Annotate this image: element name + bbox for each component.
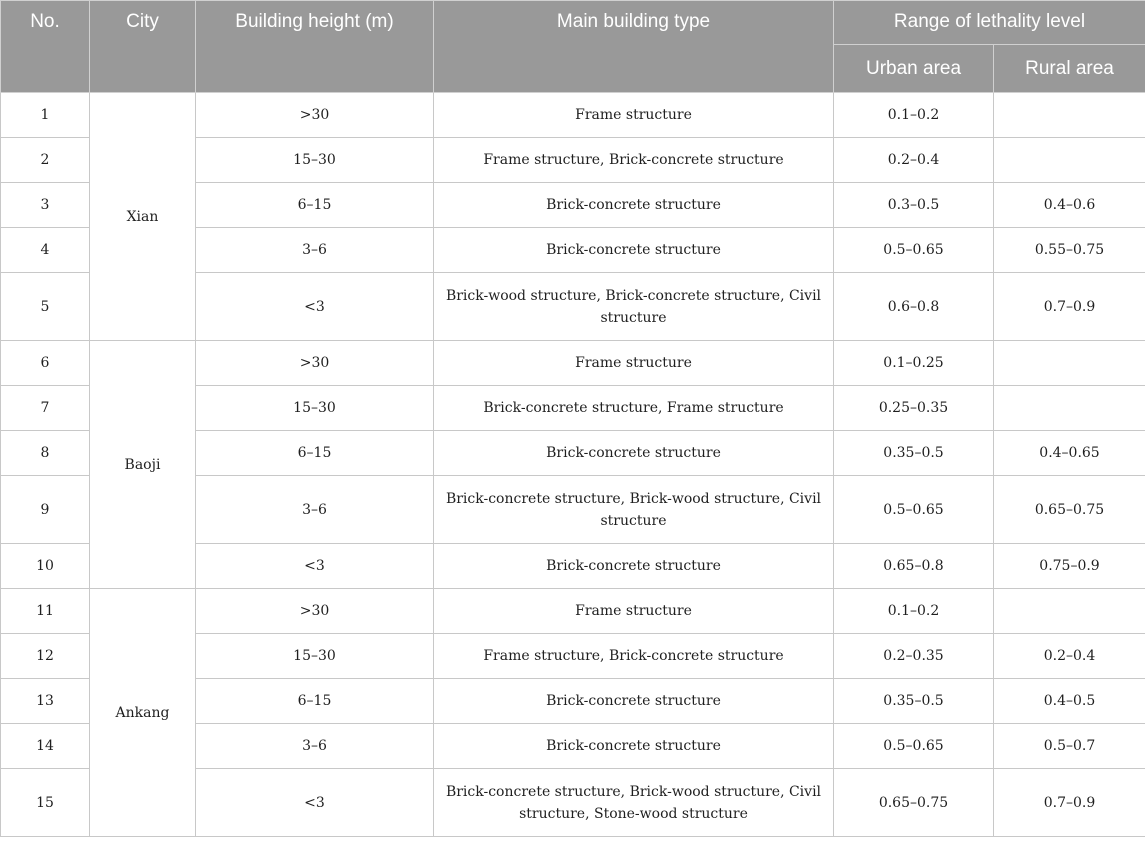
cell-urban-area: 0.5–0.65	[834, 228, 994, 273]
cell-rural-area	[994, 341, 1145, 386]
cell-building-type: Brick-concrete structure	[434, 431, 834, 476]
header-city: City	[90, 1, 196, 93]
cell-building-height: 3–6	[196, 228, 434, 273]
cell-no: 15	[1, 769, 90, 837]
cell-building-height: >30	[196, 589, 434, 634]
cell-urban-area: 0.3–0.5	[834, 183, 994, 228]
cell-building-type: Brick-concrete structure	[434, 544, 834, 589]
cell-no: 6	[1, 341, 90, 386]
cell-building-height: <3	[196, 273, 434, 341]
header-urban-area: Urban area	[834, 45, 994, 93]
cell-rural-area: 0.75–0.9	[994, 544, 1145, 589]
cell-building-type: Frame structure, Brick-concrete structure	[434, 634, 834, 679]
cell-building-height: >30	[196, 341, 434, 386]
cell-building-height: 15–30	[196, 634, 434, 679]
cell-building-height: 6–15	[196, 679, 434, 724]
cell-urban-area: 0.6–0.8	[834, 273, 994, 341]
cell-city: Baoji	[90, 341, 196, 589]
cell-rural-area: 0.4–0.65	[994, 431, 1145, 476]
cell-building-type: Brick-concrete structure	[434, 724, 834, 769]
cell-no: 3	[1, 183, 90, 228]
cell-rural-area: 0.7–0.9	[994, 273, 1145, 341]
cell-building-height: <3	[196, 769, 434, 837]
cell-no: 11	[1, 589, 90, 634]
cell-no: 7	[1, 386, 90, 431]
cell-urban-area: 0.1–0.2	[834, 93, 994, 138]
header-rural-area: Rural area	[994, 45, 1145, 93]
header-building-height: Building height (m)	[196, 1, 434, 93]
cell-no: 5	[1, 273, 90, 341]
cell-building-type: Brick-concrete structure, Brick-wood structure, Civil structure	[434, 476, 834, 544]
cell-urban-area: 0.65–0.8	[834, 544, 994, 589]
cell-building-type: Frame structure	[434, 93, 834, 138]
cell-building-height: 3–6	[196, 724, 434, 769]
cell-urban-area: 0.2–0.4	[834, 138, 994, 183]
cell-building-type: Frame structure	[434, 341, 834, 386]
cell-urban-area: 0.25–0.35	[834, 386, 994, 431]
cell-rural-area: 0.4–0.5	[994, 679, 1145, 724]
cell-building-type: Brick-concrete structure, Brick-wood structure, Civil structure, Stone-wood structure	[434, 769, 834, 837]
header-range-of-lethality: Range of lethality level	[834, 1, 1145, 45]
cell-urban-area: 0.1–0.25	[834, 341, 994, 386]
cell-rural-area	[994, 138, 1145, 183]
cell-no: 14	[1, 724, 90, 769]
cell-building-type: Brick-concrete structure, Frame structure	[434, 386, 834, 431]
cell-building-height: 15–30	[196, 386, 434, 431]
cell-urban-area: 0.5–0.65	[834, 724, 994, 769]
cell-city: Xian	[90, 93, 196, 341]
cell-building-type: Brick-concrete structure	[434, 228, 834, 273]
cell-no: 9	[1, 476, 90, 544]
cell-building-height: >30	[196, 93, 434, 138]
cell-rural-area: 0.2–0.4	[994, 634, 1145, 679]
cell-no: 13	[1, 679, 90, 724]
header-main-building-type: Main building type	[434, 1, 834, 93]
cell-building-height: 6–15	[196, 431, 434, 476]
cell-building-type: Brick-wood structure, Brick-concrete structure, Civil structure	[434, 273, 834, 341]
table-row	[1, 93, 1145, 138]
cell-rural-area	[994, 93, 1145, 138]
cell-rural-area: 0.55–0.75	[994, 228, 1145, 273]
cell-rural-area: 0.7–0.9	[994, 769, 1145, 837]
cell-rural-area: 0.5–0.7	[994, 724, 1145, 769]
cell-building-type: Frame structure, Brick-concrete structure	[434, 138, 834, 183]
cell-urban-area: 0.5–0.65	[834, 476, 994, 544]
cell-no: 10	[1, 544, 90, 589]
cell-no: 8	[1, 431, 90, 476]
cell-no: 2	[1, 138, 90, 183]
cell-rural-area: 0.65–0.75	[994, 476, 1145, 544]
cell-rural-area: 0.4–0.6	[994, 183, 1145, 228]
cell-building-type: Frame structure	[434, 589, 834, 634]
cell-city: Ankang	[90, 589, 196, 837]
cell-building-height: 15–30	[196, 138, 434, 183]
table-row	[1, 589, 1145, 634]
cell-building-type: Brick-concrete structure	[434, 183, 834, 228]
cell-rural-area	[994, 386, 1145, 431]
cell-rural-area	[994, 589, 1145, 634]
cell-building-type: Brick-concrete structure	[434, 679, 834, 724]
cell-building-height: <3	[196, 544, 434, 589]
table-row	[1, 341, 1145, 386]
cell-no: 12	[1, 634, 90, 679]
table-header	[1, 1, 1145, 93]
cell-urban-area: 0.35–0.5	[834, 679, 994, 724]
cell-no: 4	[1, 228, 90, 273]
cell-building-height: 6–15	[196, 183, 434, 228]
cell-urban-area: 0.2–0.35	[834, 634, 994, 679]
cell-building-height: 3–6	[196, 476, 434, 544]
cell-urban-area: 0.35–0.5	[834, 431, 994, 476]
cell-urban-area: 0.65–0.75	[834, 769, 994, 837]
table-body	[1, 93, 1145, 837]
cell-urban-area: 0.1–0.2	[834, 589, 994, 634]
cell-no: 1	[1, 93, 90, 138]
header-no: No.	[1, 1, 90, 93]
